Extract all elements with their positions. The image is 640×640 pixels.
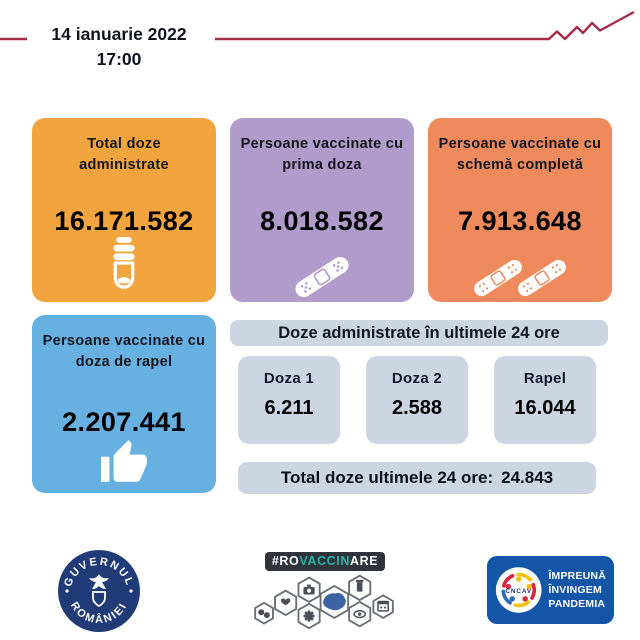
booster-label: Rapel — [523, 370, 567, 387]
rovaccinare-logo — [245, 552, 405, 636]
thumbs-up-icon — [99, 438, 149, 488]
cncav-slogan-line: ÎMPREUNĂ — [548, 569, 606, 582]
card-first-dose — [230, 118, 414, 302]
report-datetime — [28, 22, 210, 73]
gov-logo-text-top: GUVERNUL — [62, 555, 136, 589]
card-title: Persoane vaccinate cu doza de rapel — [42, 333, 206, 371]
last24-total-value: 24.843 — [501, 468, 554, 487]
band-aid-icon — [291, 264, 353, 290]
rovaccinare-highlight: VACCIN — [299, 554, 350, 568]
dose1-value: 6.211 — [264, 397, 314, 419]
romanian-government-logo — [56, 548, 142, 639]
dose2-label: Doza 2 — [391, 370, 443, 387]
dose1-label: Doza 1 — [263, 370, 315, 387]
card-full-scheme — [428, 118, 612, 302]
card-title: Persoane vaccinate cu schemă completă — [438, 136, 602, 174]
dose2-box — [366, 356, 468, 444]
gov-logo-text-bottom: ROMÂNIEI — [67, 599, 130, 627]
cncav-logo — [487, 556, 614, 624]
last24-header: Doze administrate în ultimele 24 ore — [230, 320, 608, 346]
cncav-emblem-icon — [495, 564, 542, 616]
booster-value: 16.044 — [514, 397, 576, 419]
rovaccinare-hex-cluster — [245, 571, 405, 631]
report-date: 14 ianuarie 2022 — [51, 24, 187, 44]
card-total-doses — [32, 118, 216, 302]
last24-total-bar — [238, 462, 596, 494]
card-value: 8.018.582 — [260, 206, 384, 237]
rovaccinare-hashtag — [265, 552, 385, 571]
rovaccinare-prefix: #RO — [271, 554, 300, 568]
booster-box — [494, 356, 596, 444]
dose2-value: 2.588 — [391, 397, 443, 419]
card-value: 2.207.441 — [62, 407, 186, 438]
card-value: 7.913.648 — [458, 206, 582, 237]
card-title: Persoane vaccinate cu prima doza — [240, 136, 404, 174]
cncav-slogan-line: ÎNVINGEM — [548, 583, 602, 596]
report-time: 17:00 — [96, 49, 142, 70]
card-value: 16.171.582 — [54, 206, 194, 237]
card-booster-dose — [32, 315, 216, 493]
cncav-acronym: CNCAV — [505, 588, 533, 596]
rovaccinare-suffix: ARE — [349, 554, 379, 568]
vaccine-vial-icon — [106, 237, 142, 291]
card-title: Total doze administrate — [79, 136, 169, 174]
double-band-aid-icon — [470, 256, 570, 290]
cncav-slogan — [548, 569, 606, 612]
cncav-slogan-line: PANDEMIA — [548, 598, 606, 611]
last24-total-label: Total doze ultimele 24 ore: — [280, 468, 494, 487]
dose1-box — [238, 356, 340, 444]
